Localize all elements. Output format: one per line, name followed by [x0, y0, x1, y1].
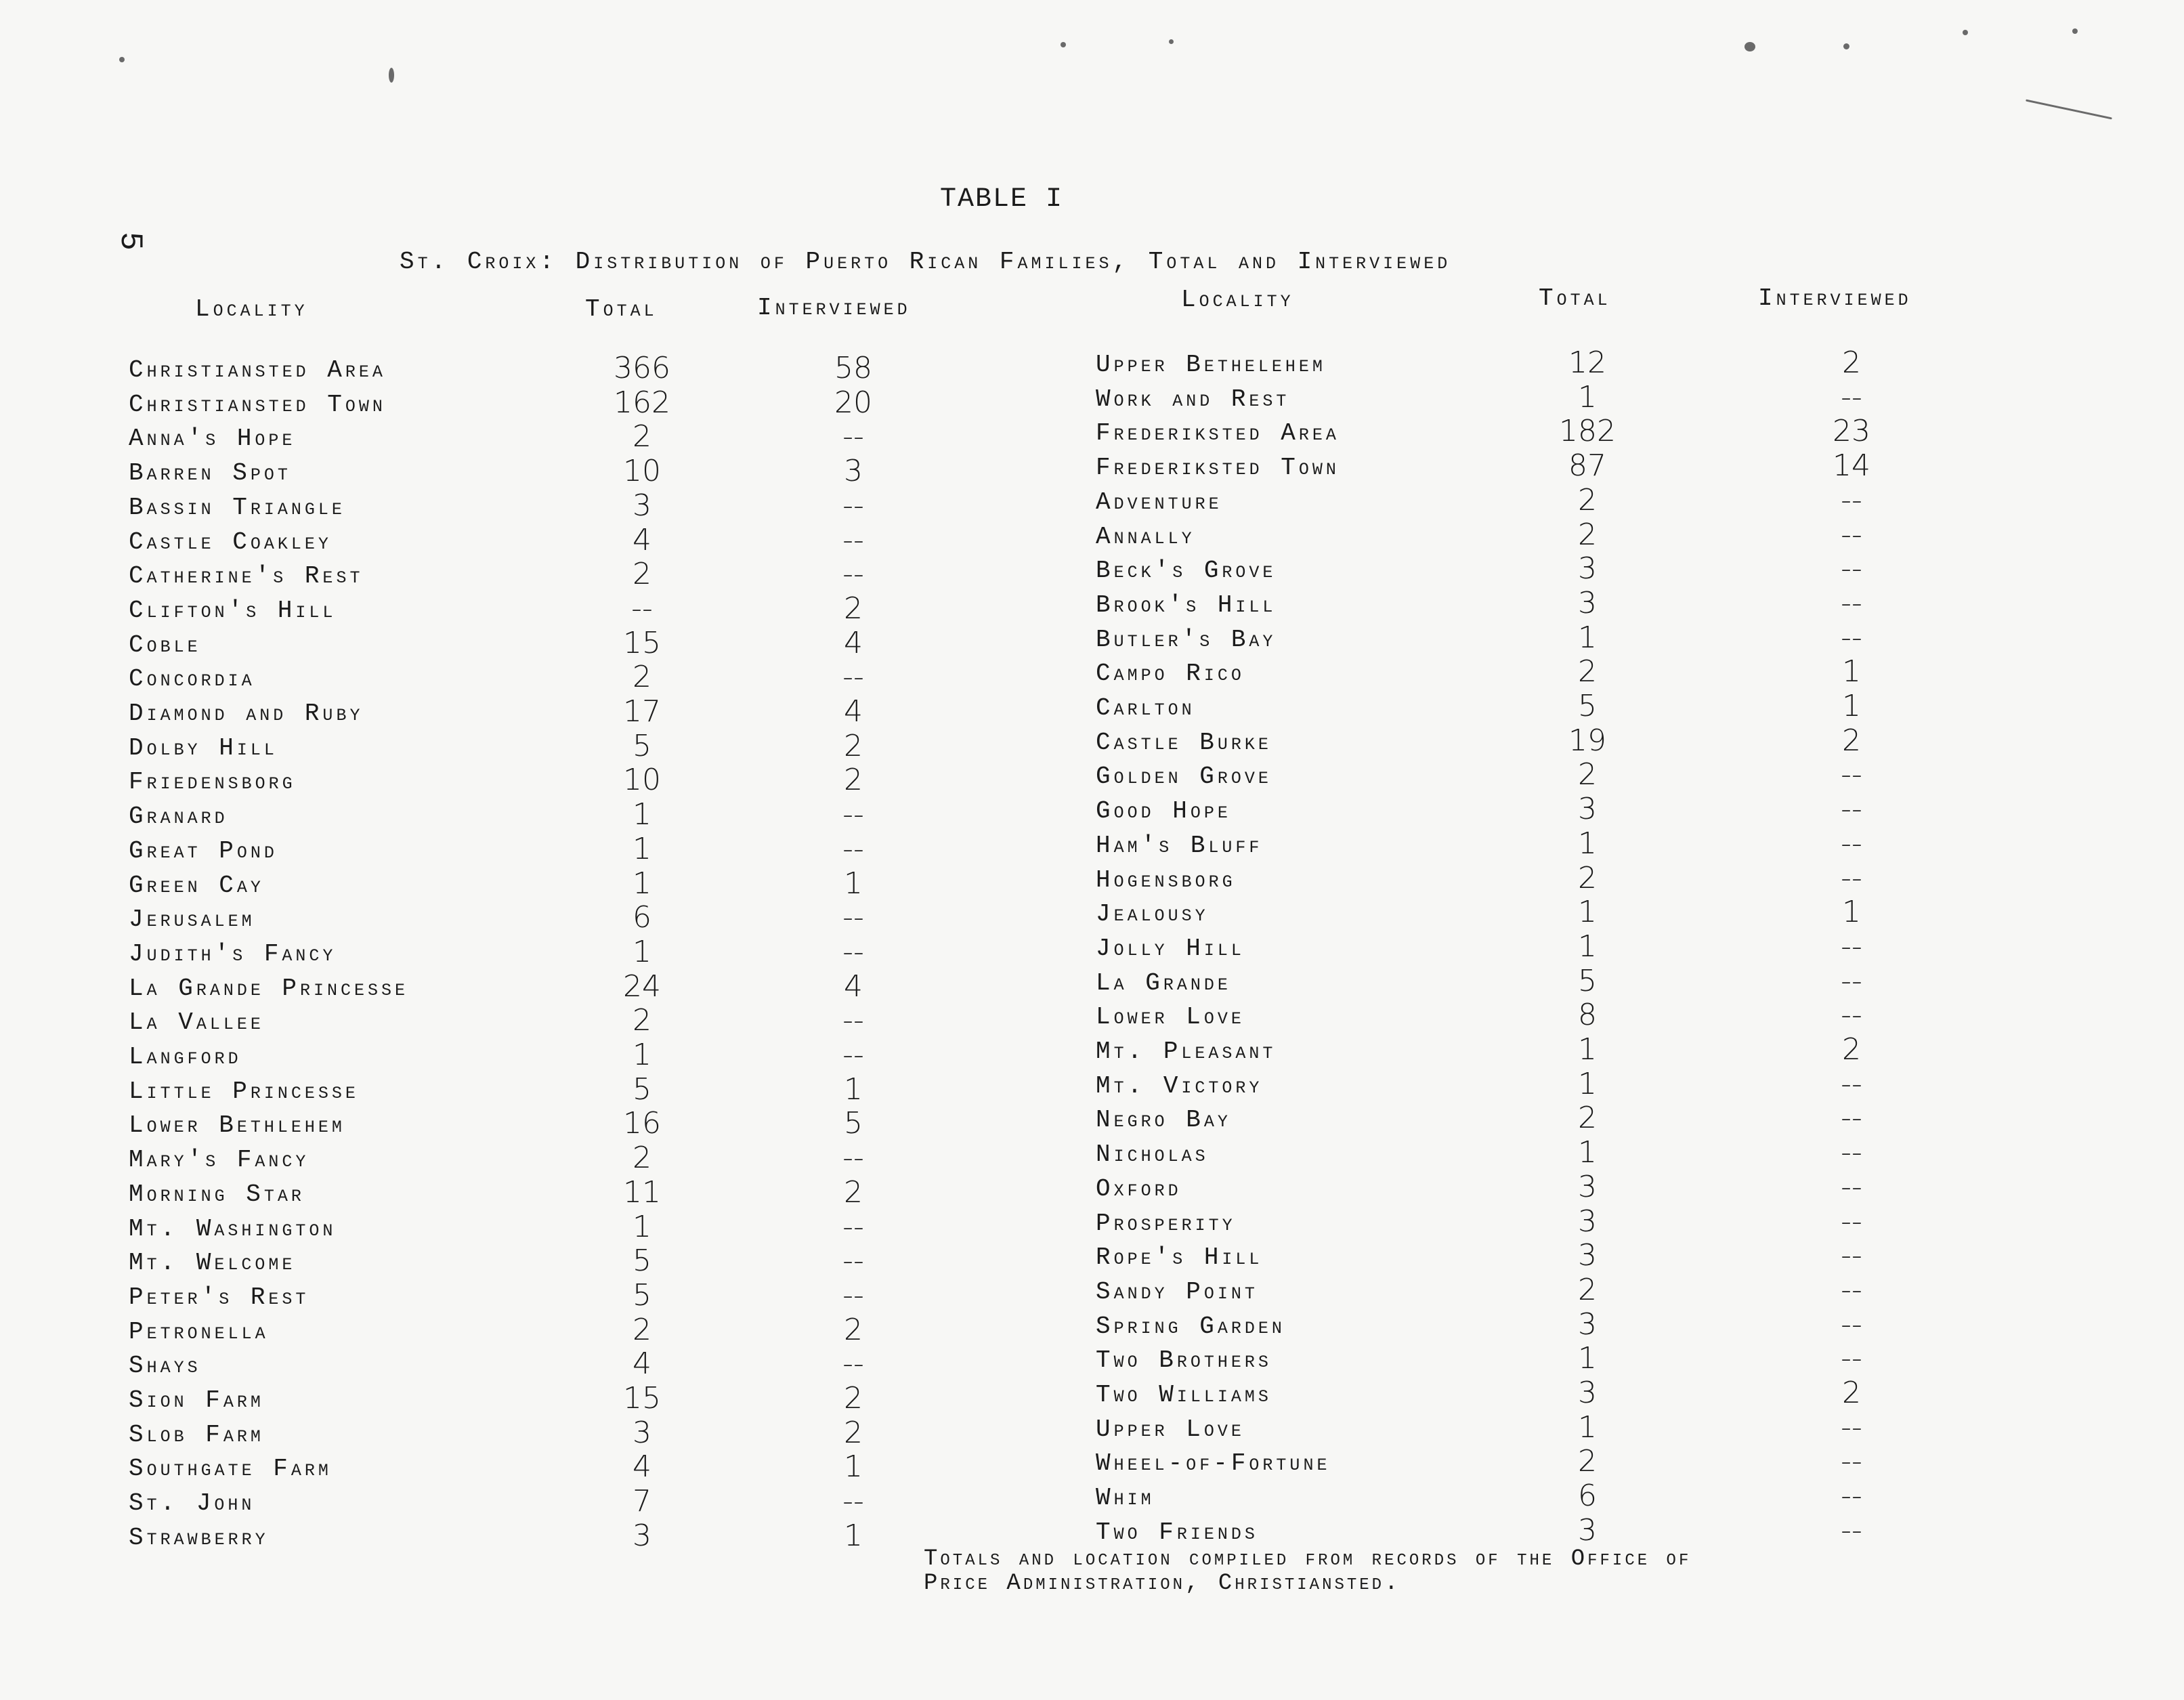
locality-cell: Two Williams — [1096, 1381, 1272, 1409]
interviewed-cell: -- — [1841, 792, 1862, 827]
locality-cell: Castle Coakley — [129, 528, 332, 556]
locality-cell: Good Hope — [1096, 797, 1231, 826]
interviewed-cell: -- — [1841, 1238, 1862, 1273]
interviewed-cell: -- — [1841, 963, 1862, 998]
total-cell: 15 — [623, 625, 661, 660]
locality-cell: Green Cay — [129, 871, 264, 899]
total-cell: 3 — [1578, 1376, 1597, 1410]
interviewed-cell: -- — [1841, 1479, 1862, 1514]
interviewed-cell: 2 — [1842, 723, 1861, 758]
table-subtitle: St. Croix: Distribution of Puerto Rican Families, Total and Interviewed — [400, 248, 1451, 276]
total-cell: 3 — [1578, 1512, 1597, 1548]
interviewed-cell: -- — [1841, 620, 1862, 655]
locality-cell: Beck's Grove — [1096, 557, 1277, 585]
interviewed-cell: -- — [1841, 1169, 1862, 1204]
interviewed-cell: 4 — [844, 625, 863, 660]
total-cell: 1 — [1578, 826, 1597, 861]
interviewed-cell: -- — [1841, 1409, 1862, 1445]
locality-cell: Sandy Point — [1096, 1277, 1258, 1306]
total-cell: 2 — [1578, 757, 1597, 792]
total-cell: 11 — [623, 1174, 661, 1210]
total-cell: 6 — [1578, 1479, 1597, 1514]
scan-speck — [1963, 30, 1968, 35]
total-cell: 4 — [633, 1449, 651, 1485]
interviewed-cell: -- — [1841, 1306, 1862, 1342]
interviewed-cell: 2 — [844, 728, 863, 763]
interviewed-cell: 23 — [1833, 414, 1870, 449]
interviewed-cell: -- — [1841, 1444, 1862, 1479]
total-cell: 2 — [633, 1003, 651, 1038]
locality-cell: Adventure — [1096, 488, 1222, 516]
interviewed-cell: -- — [842, 488, 864, 523]
locality-cell: Jerusalem — [129, 906, 255, 934]
total-cell: 5 — [633, 1071, 651, 1107]
locality-cell: Castle Burke — [1096, 728, 1272, 757]
total-cell: 1 — [633, 1209, 651, 1244]
scan-speck — [2072, 28, 2078, 34]
locality-cell: Dolby Hill — [129, 734, 278, 762]
total-cell: 1 — [1578, 1032, 1597, 1067]
total-cell: 5 — [633, 1244, 651, 1279]
interviewed-cell: -- — [1841, 482, 1862, 517]
total-cell: 1 — [1578, 929, 1597, 964]
interviewed-cell: 1 — [844, 866, 863, 901]
left-locality-header: Locality — [195, 295, 308, 323]
total-cell: 3 — [1578, 585, 1597, 620]
locality-cell: Mt. Pleasant — [1096, 1038, 1277, 1065]
interviewed-cell: 4 — [844, 694, 863, 729]
locality-cell: Ham's Bluff — [1096, 831, 1263, 859]
total-cell: 1 — [1578, 1341, 1597, 1376]
total-cell: 5 — [633, 1277, 651, 1313]
locality-cell: Sion Farm — [129, 1386, 264, 1414]
locality-cell: Diamond and Ruby — [129, 700, 364, 727]
locality-cell: Annally — [1096, 522, 1195, 551]
total-cell: 1 — [1578, 1066, 1597, 1101]
total-cell: 1 — [633, 831, 651, 866]
interviewed-cell: -- — [1841, 551, 1862, 587]
interviewed-cell: -- — [1841, 585, 1862, 620]
footnote-line-2: Price Administration, Christiansted. — [924, 1571, 1401, 1596]
total-cell: 2 — [1578, 1444, 1597, 1479]
locality-cell: Mt. Welcome — [129, 1249, 296, 1277]
interviewed-cell: 20 — [834, 385, 872, 420]
total-cell: 3 — [633, 1415, 651, 1450]
total-cell: 2 — [1578, 654, 1597, 689]
interviewed-cell: -- — [842, 1038, 864, 1072]
total-cell: 1 — [633, 866, 651, 901]
interviewed-cell: -- — [842, 1346, 864, 1382]
interviewed-cell: 2 — [1842, 1032, 1861, 1067]
total-cell: 15 — [623, 1381, 661, 1416]
total-cell: 5 — [1578, 963, 1597, 998]
locality-cell: Strawberry — [129, 1523, 269, 1552]
locality-cell: Granard — [129, 803, 228, 831]
total-cell: -- — [631, 591, 653, 626]
locality-cell: Bassin Triangle — [129, 493, 345, 522]
locality-cell: Upper Love — [1096, 1415, 1245, 1443]
locality-cell: Lower Love — [1096, 1003, 1245, 1032]
interviewed-cell: -- — [842, 522, 864, 557]
right-interviewed-header: Interviewed — [1758, 284, 1912, 312]
locality-cell: Butler's Bay — [1096, 625, 1277, 654]
locality-cell: Frederiksted Town — [1096, 454, 1340, 482]
total-cell: 6 — [633, 900, 651, 935]
total-cell: 19 — [1568, 723, 1606, 758]
interviewed-cell: 2 — [1842, 1376, 1861, 1410]
locality-cell: Rope's Hill — [1096, 1244, 1263, 1272]
total-cell: 1 — [633, 934, 651, 969]
total-cell: 17 — [623, 694, 661, 729]
interviewed-cell: -- — [842, 1003, 864, 1038]
interviewed-cell: 5 — [844, 1106, 863, 1141]
interviewed-cell: 1 — [844, 1449, 863, 1485]
total-cell: 2 — [1578, 860, 1597, 895]
interviewed-cell: 1 — [844, 1071, 863, 1107]
interviewed-cell: -- — [1841, 1066, 1862, 1101]
interviewed-cell: -- — [1841, 929, 1862, 964]
interviewed-cell: -- — [842, 1484, 864, 1519]
locality-cell: Peter's Rest — [129, 1283, 309, 1311]
interviewed-cell: 2 — [844, 1415, 863, 1450]
locality-cell: Christiansted Area — [129, 356, 386, 384]
total-cell: 3 — [1578, 551, 1597, 587]
interviewed-cell: 2 — [844, 763, 863, 798]
interviewed-cell: 1 — [1842, 895, 1861, 930]
scan-speck — [1169, 39, 1174, 44]
locality-cell: Mt. Washington — [129, 1214, 337, 1243]
locality-cell: La Grande Princesse — [129, 974, 409, 1002]
total-cell: 24 — [623, 969, 661, 1004]
locality-cell: Great Pond — [129, 836, 278, 865]
locality-cell: Golden Grove — [1096, 763, 1272, 791]
locality-cell: Clifton's Hill — [129, 596, 337, 624]
interviewed-cell: -- — [842, 797, 864, 832]
interviewed-cell: 1 — [1842, 689, 1861, 723]
interviewed-cell: -- — [842, 660, 864, 695]
total-cell: 3 — [1578, 1169, 1597, 1204]
total-cell: 7 — [633, 1484, 651, 1519]
locality-cell: Friedensborg — [129, 768, 296, 796]
total-cell: 2 — [633, 419, 651, 454]
total-cell: 3 — [633, 1518, 651, 1553]
page-number: 5 — [112, 232, 148, 251]
right-locality-header: Locality — [1181, 286, 1294, 314]
interviewed-cell: -- — [842, 934, 864, 969]
interviewed-cell: -- — [1841, 860, 1862, 895]
locality-cell: Concordia — [129, 665, 255, 694]
total-cell: 3 — [1578, 792, 1597, 827]
locality-cell: Two Friends — [1096, 1518, 1258, 1546]
interviewed-cell: 2 — [844, 1312, 863, 1347]
locality-cell: Christiansted Town — [129, 390, 386, 419]
locality-cell: Petronella — [129, 1317, 269, 1346]
interviewed-cell: 3 — [844, 454, 863, 489]
interviewed-cell: -- — [1841, 1204, 1862, 1239]
total-cell: 162 — [614, 385, 670, 420]
total-cell: 10 — [623, 763, 661, 798]
interviewed-cell: -- — [842, 1277, 864, 1313]
locality-cell: Campo Rico — [1096, 660, 1245, 688]
right-total-header: Total — [1539, 284, 1611, 312]
locality-cell: Carlton — [1096, 694, 1195, 722]
total-cell: 1 — [1578, 1135, 1597, 1170]
interviewed-cell: -- — [1841, 1135, 1862, 1170]
interviewed-cell: -- — [1841, 757, 1862, 792]
total-cell: 4 — [633, 522, 651, 557]
locality-cell: Langford — [129, 1043, 242, 1071]
interviewed-cell: -- — [1841, 1341, 1862, 1376]
total-cell: 2 — [1578, 1272, 1597, 1307]
total-cell: 2 — [1578, 482, 1597, 517]
total-cell: 12 — [1568, 345, 1606, 380]
total-cell: 1 — [1578, 1409, 1597, 1445]
interviewed-cell: 58 — [834, 351, 872, 385]
locality-cell: Barren Spot — [129, 459, 291, 488]
scan-streak — [2026, 100, 2112, 120]
interviewed-cell: 2 — [1842, 345, 1861, 380]
interviewed-cell: -- — [842, 900, 864, 935]
total-cell: 2 — [1578, 517, 1597, 552]
scan-speck — [1061, 42, 1066, 47]
total-cell: 1 — [633, 797, 651, 832]
total-cell: 8 — [1578, 998, 1597, 1033]
locality-cell: Southgate Farm — [129, 1455, 332, 1483]
total-cell: 2 — [633, 557, 651, 592]
locality-cell: Coble — [129, 631, 201, 659]
total-cell: 3 — [1578, 1204, 1597, 1239]
locality-cell: Whim — [1096, 1484, 1155, 1512]
interviewed-cell: -- — [842, 419, 864, 454]
total-cell: 1 — [1578, 620, 1597, 655]
table-title: TABLE I — [940, 184, 1064, 215]
locality-cell: Hogensborg — [1096, 866, 1236, 894]
interviewed-cell: -- — [1841, 998, 1862, 1033]
interviewed-cell: 2 — [844, 1381, 863, 1416]
total-cell: 87 — [1568, 448, 1606, 484]
scan-speck — [1744, 42, 1755, 51]
total-cell: 366 — [614, 351, 670, 385]
total-cell: 182 — [1559, 414, 1616, 449]
locality-cell: Two Brothers — [1096, 1346, 1272, 1375]
interviewed-cell: 1 — [1842, 654, 1861, 689]
interviewed-cell: -- — [842, 831, 864, 866]
total-cell: 5 — [1578, 689, 1597, 723]
locality-cell: Upper Bethelehem — [1096, 351, 1326, 379]
locality-cell: La Vallee — [129, 1008, 264, 1037]
locality-cell: Wheel-of-Fortune — [1096, 1449, 1331, 1478]
locality-cell: Nicholas — [1096, 1141, 1209, 1169]
interviewed-cell: -- — [842, 1244, 864, 1279]
source-footnote — [924, 1547, 1691, 1596]
total-cell: 3 — [1578, 1238, 1597, 1273]
scan-speck — [119, 57, 125, 62]
total-cell: 1 — [633, 1038, 651, 1072]
interviewed-cell: -- — [1841, 379, 1862, 415]
interviewed-cell: -- — [1841, 1101, 1862, 1136]
total-cell: 1 — [1578, 379, 1597, 415]
total-cell: 4 — [633, 1346, 651, 1382]
interviewed-cell: 2 — [844, 591, 863, 626]
locality-cell: Lower Bethlehem — [129, 1111, 345, 1140]
locality-cell: Judith's Fancy — [129, 939, 337, 968]
interviewed-cell: -- — [1841, 517, 1862, 552]
locality-cell: Little Princesse — [129, 1077, 359, 1105]
interviewed-cell: -- — [1841, 1272, 1862, 1307]
locality-cell: Anna's Hope — [129, 425, 296, 453]
locality-cell: Work and Rest — [1096, 385, 1290, 413]
total-cell: 5 — [633, 728, 651, 763]
total-cell: 2 — [633, 660, 651, 695]
interviewed-cell: 14 — [1833, 448, 1870, 484]
left-total-header: Total — [585, 295, 658, 323]
interviewed-cell: -- — [842, 1141, 864, 1176]
locality-cell: Oxford — [1096, 1174, 1182, 1203]
interviewed-cell: 4 — [844, 969, 863, 1004]
interviewed-cell: -- — [842, 557, 864, 592]
interviewed-cell: 2 — [844, 1174, 863, 1210]
locality-cell: Mary's Fancy — [129, 1146, 309, 1174]
total-cell: 10 — [623, 454, 661, 489]
locality-cell: Negro Bay — [1096, 1106, 1231, 1134]
locality-cell: St. John — [129, 1489, 255, 1518]
total-cell: 2 — [633, 1312, 651, 1347]
locality-cell: Brook's Hill — [1096, 591, 1277, 619]
locality-cell: Spring Garden — [1096, 1312, 1285, 1340]
left-interviewed-header: Interviewed — [757, 294, 911, 322]
total-cell: 3 — [1578, 1306, 1597, 1342]
interviewed-cell: -- — [1841, 1512, 1862, 1548]
interviewed-cell: 1 — [844, 1518, 863, 1553]
locality-cell: Catherine's Rest — [129, 562, 364, 591]
locality-cell: Jolly Hill — [1096, 934, 1245, 962]
locality-cell: Jealousy — [1096, 900, 1209, 929]
locality-cell: Frederiksted Area — [1096, 419, 1340, 448]
total-cell: 2 — [1578, 1101, 1597, 1136]
locality-cell: Slob Farm — [129, 1420, 264, 1449]
total-cell: 2 — [633, 1141, 651, 1176]
locality-cell: La Grande — [1096, 969, 1231, 997]
locality-cell: Prosperity — [1096, 1209, 1236, 1237]
scan-speck — [1843, 43, 1849, 49]
locality-cell: Morning Star — [129, 1180, 305, 1208]
total-cell: 3 — [633, 488, 651, 523]
interviewed-cell: -- — [842, 1209, 864, 1244]
footnote-line-1: Totals and location compiled from records of the Office of — [924, 1546, 1692, 1572]
total-cell: 16 — [623, 1106, 661, 1141]
total-cell: 1 — [1578, 895, 1597, 930]
locality-cell: Shays — [129, 1352, 201, 1380]
scan-speck — [389, 68, 394, 83]
locality-cell: Mt. Victory — [1096, 1071, 1263, 1100]
interviewed-cell: -- — [1841, 826, 1862, 861]
